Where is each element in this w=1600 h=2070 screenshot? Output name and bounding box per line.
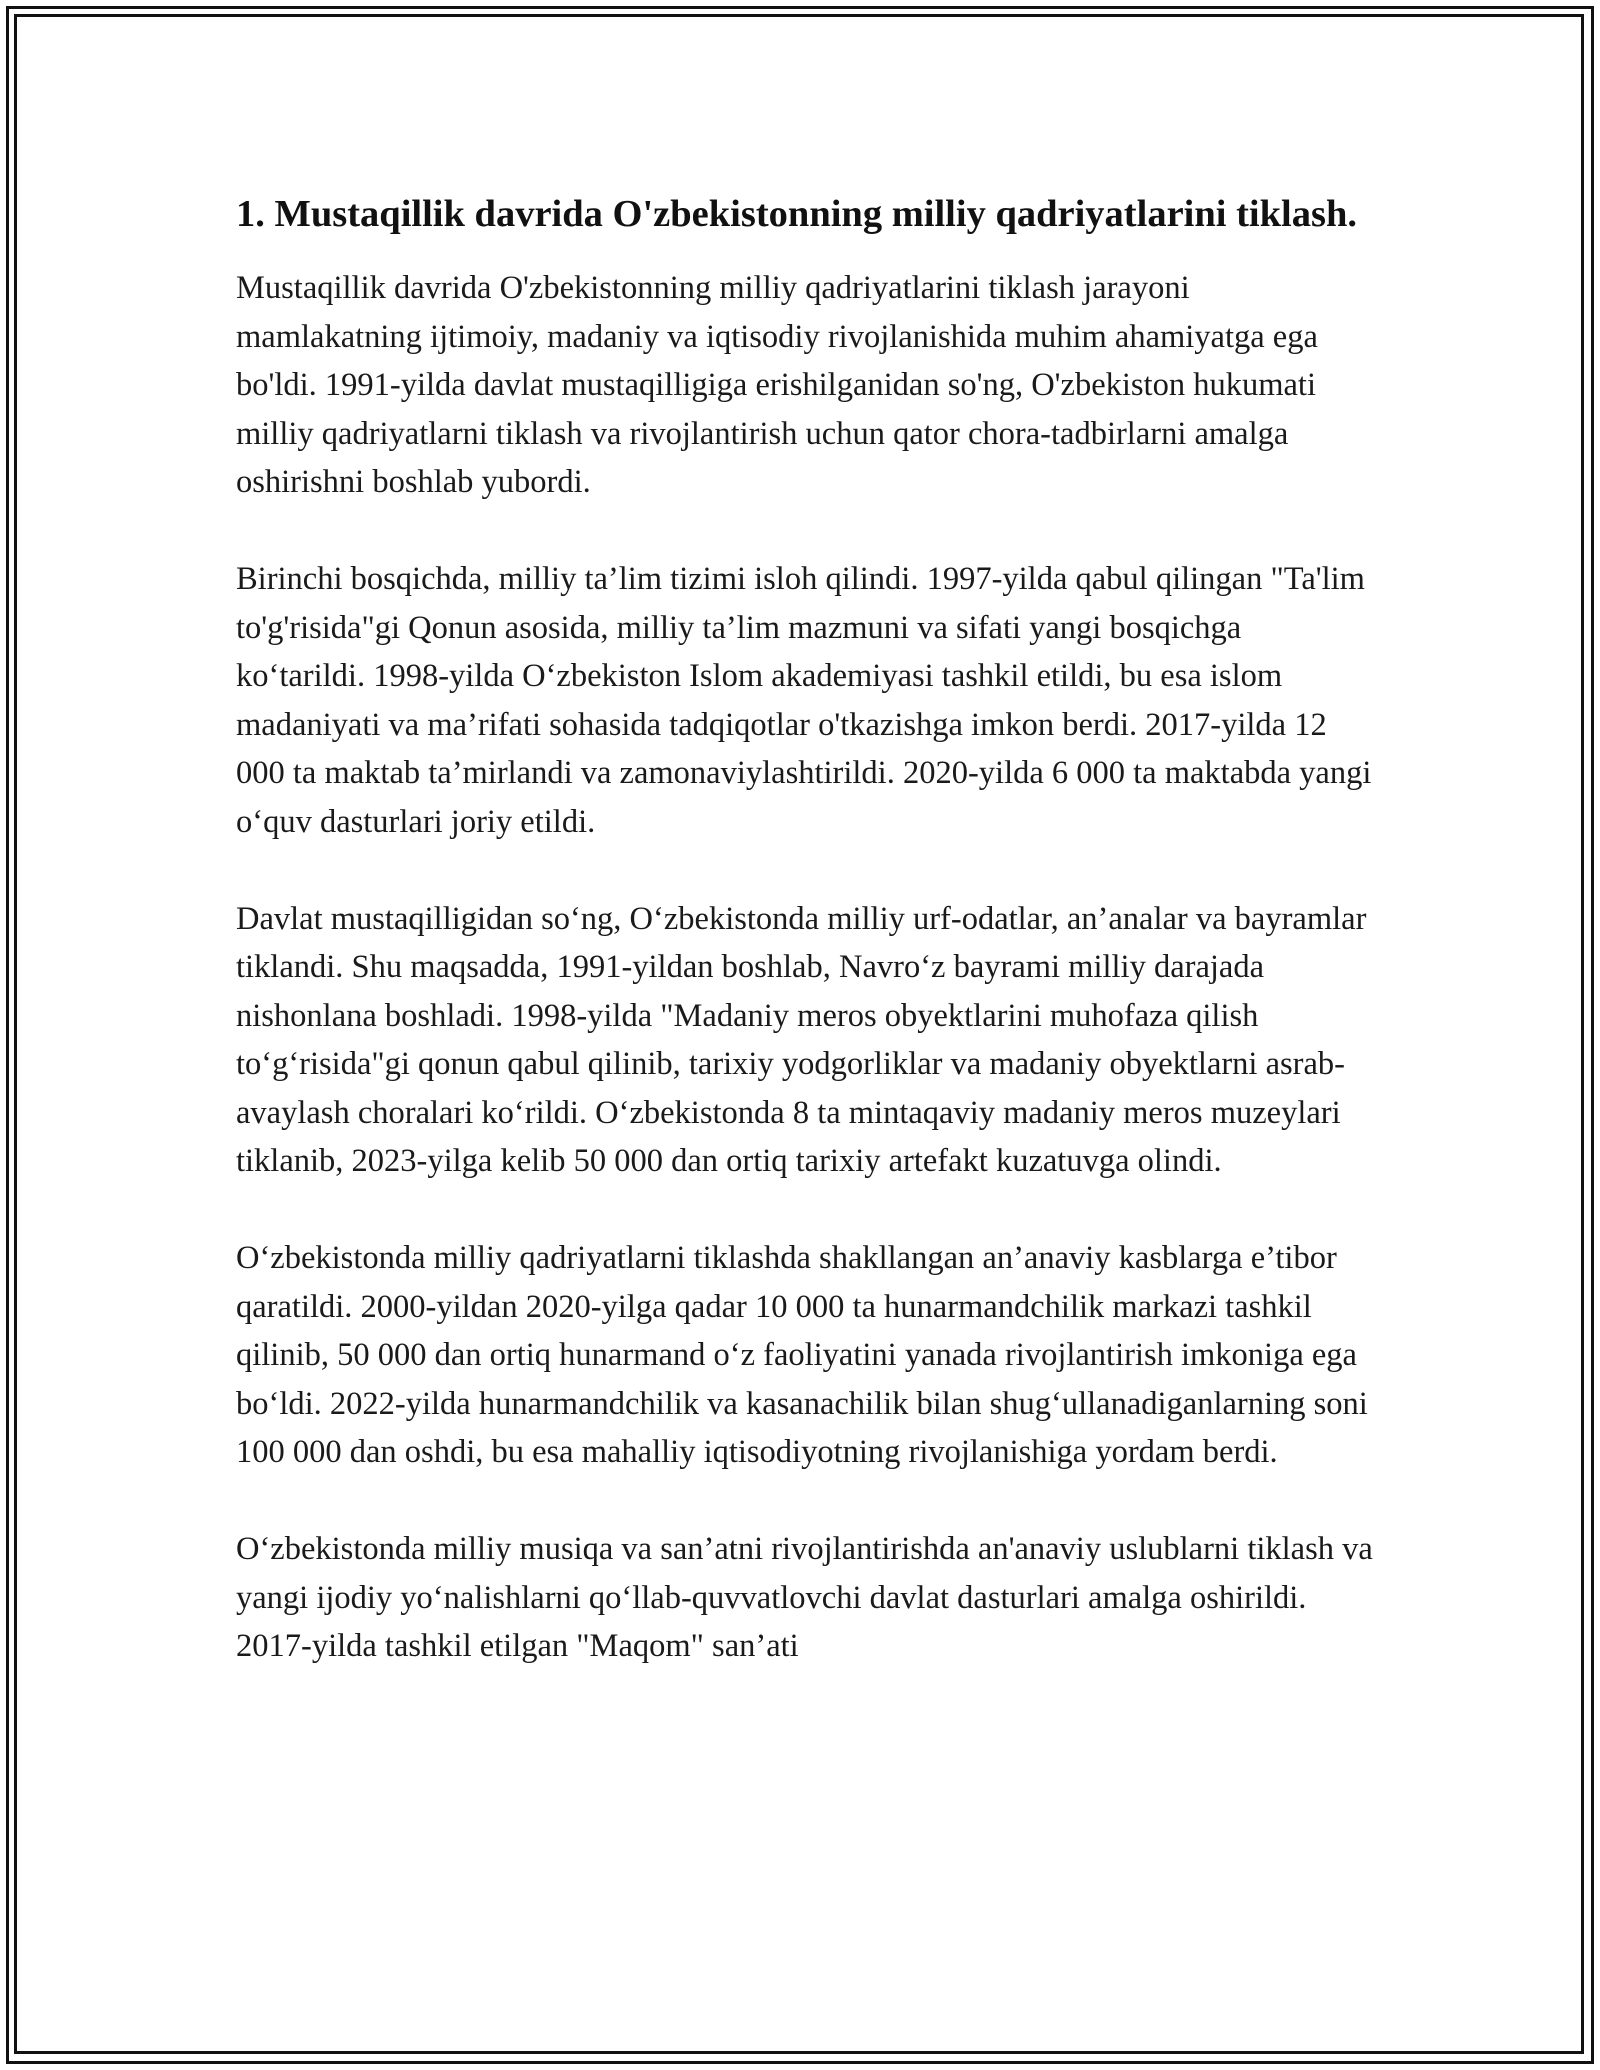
paragraph-music-art: O‘zbekistonda milliy musiqa va san’atni rivojlantirishda an'anaviy uslublarni tiklash va yangi ijodiy yo‘nalishlarni qo‘llab-quvvatlovchi davlat dasturlari amalga oshirildi. 2017-yilda tashkil etilgan "Maqom" san’ati [236, 1531, 1373, 1664]
paragraph-traditions: Davlat mustaqilligidan so‘ng, O‘zbekistonda milliy urf-odatlar, an’analar va bayramlar tiklandi. Shu maqsadda, 1991-yildan boshlab, Navro‘z bayrami milliy darajada nishonlana boshladi. 1998-yilda "Madaniy meros obyektlarini muhofaza qilish to‘g‘risida"gi qonun qabul qilinib, tarixiy yodgorliklar va madaniy obyektlarni asrab-avaylash choralari ko‘rildi. O‘zbekistonda 8 ta mintaqaviy madaniy meros muzeylari tiklanib, 2023-yilga kelib 50 000 dan ortiq tarixiy artefakt kuzatuvga olindi. [236, 900, 1367, 1179]
paragraph-crafts: O‘zbekistonda milliy qadriyatlarni tiklashda shakllangan an’anaviy kasblarga e’tibor qaratildi. 2000-yildan 2020-yilga qadar 10 000 ta hunarmandchilik markazi tashkil qilinib, 50 000 dan ortiq hunarmand o‘z faoliyatini yanada rivojlantirish imkoniga ega bo‘ldi. 2022-yilda hunarmandchilik va kasanachilik bilan shug‘ullanadiganlarning soni 100 000 dan oshdi, bu esa mahalliy iqtisodiyotning rivojlanishiga yordam berdi. [236, 1240, 1368, 1470]
paragraph-intro: Mustaqillik davrida O'zbekistonning milliy qadriyatlarini tiklash jarayoni mamlakatning ijtimoiy, madaniy va iqtisodiy rivojlanishida muhim ahamiyatga ega bo'ldi. 1991-yilda davlat mustaqilligiga erishilganidan so'ng, O'zbekiston hukumati milliy qadriyatlarni tiklash va rivojlantirish uchun qator chora-tadbirlarni amalga oshirishni boshlab yubordi. [236, 270, 1318, 500]
section-title: 1. Mustaqillik davrida O'zbekistonning milliy qadriyatlarini tiklash. [236, 193, 1357, 235]
document-body [236, 188, 1376, 1671]
paragraph-education: Birinchi bosqichda, milliy ta’lim tizimi isloh qilindi. 1997-yilda qabul qilingan "Ta'lim to'g'risida"gi Qonun asosida, milliy ta’lim mazmuni va sifati yangi bosqichga ko‘tarildi. 1998-yilda O‘zbekiston Islom akademiyasi tashkil etildi, bu esa islom madaniyati va ma’rifati sohasida tadqiqotlar o'tkazishga imkon berdi. 2017-yilda 12 000 ta maktab ta’mirlandi va zamonaviylashtirildi. 2020-yilda 6 000 ta maktabda yangi o‘quv dasturlari joriy etildi. [236, 561, 1372, 840]
